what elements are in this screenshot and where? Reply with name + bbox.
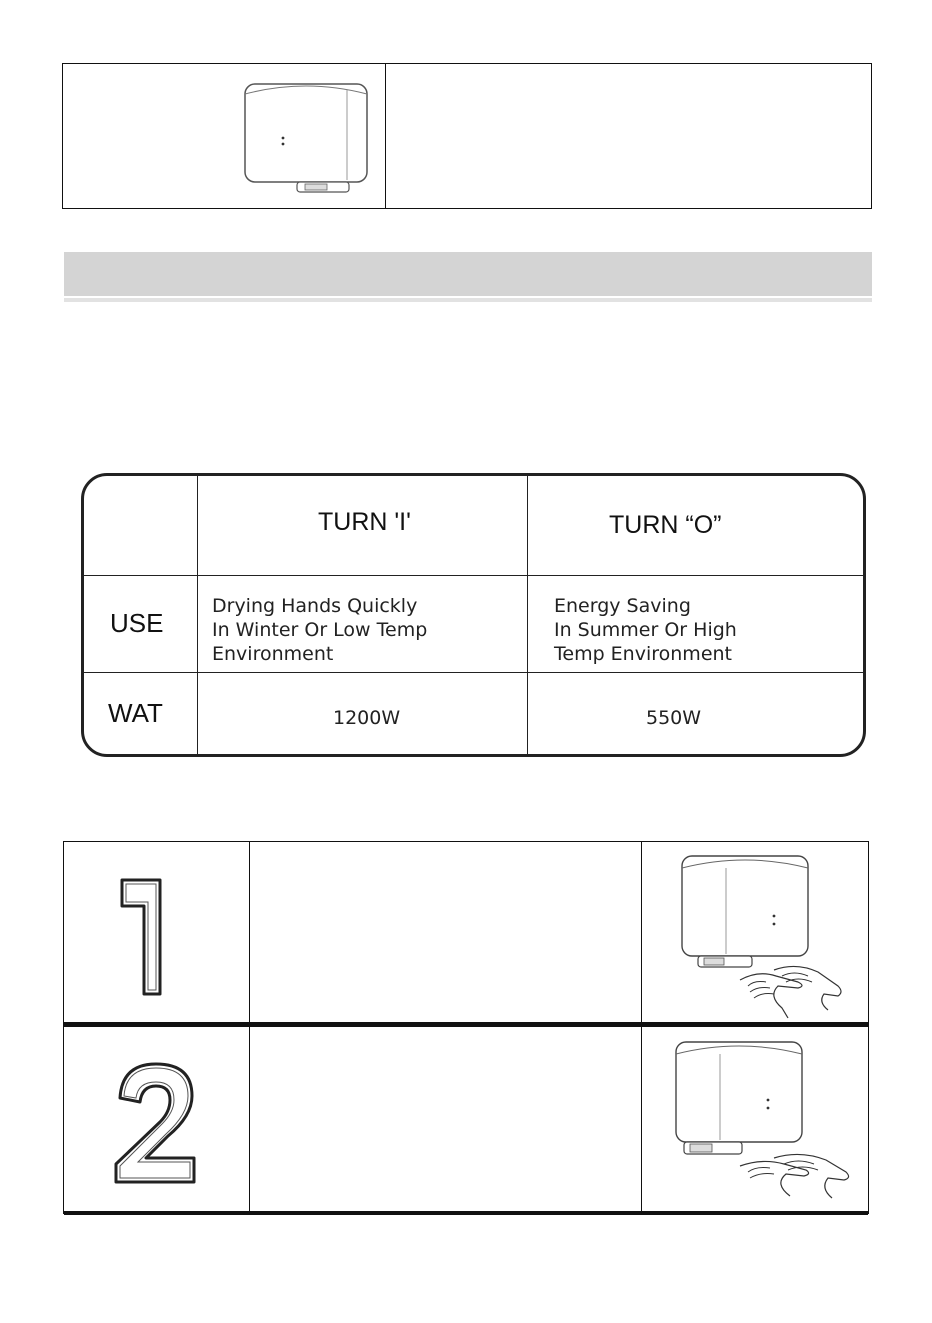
header-turn-o: TURN “O”	[609, 511, 722, 539]
step-1-outline-numeral	[114, 872, 184, 1002]
column-divider	[641, 842, 642, 1213]
product-table	[62, 63, 872, 209]
section-underline	[64, 298, 872, 302]
column-divider	[249, 842, 250, 1213]
column-divider	[527, 476, 528, 754]
bottom-rule	[64, 1211, 868, 1215]
use-o-line: Energy Saving	[554, 595, 691, 617]
power-mode-table	[81, 473, 866, 757]
hands-under-dryer-icon	[670, 1038, 860, 1208]
row-label-use: USE	[110, 608, 164, 638]
use-i-line: Environment	[212, 643, 334, 665]
use-turn-o-text	[554, 594, 737, 666]
section-header-band	[64, 252, 872, 296]
table-divider	[385, 64, 386, 208]
row-divider	[64, 1022, 868, 1027]
column-divider	[197, 476, 198, 754]
hands-under-dryer-icon	[678, 852, 848, 1022]
hand-dryer-icon	[243, 80, 373, 200]
usage-steps-table	[63, 841, 869, 1214]
row-divider	[84, 575, 863, 576]
wattage-turn-o: 550W	[646, 707, 702, 729]
header-turn-i: TURN 'I'	[318, 508, 411, 536]
use-o-line: In Summer Or High	[554, 619, 737, 641]
use-turn-i-text	[212, 594, 427, 666]
use-i-line: In Winter Or Low Temp	[212, 619, 428, 641]
use-i-line: Drying Hands Quickly	[212, 595, 418, 617]
row-label-wat: WAT	[108, 698, 163, 728]
step-2-outline-numeral	[108, 1056, 208, 1196]
use-o-line: Temp Environment	[554, 643, 732, 665]
wattage-turn-i: 1200W	[333, 707, 401, 729]
row-divider	[84, 672, 863, 673]
